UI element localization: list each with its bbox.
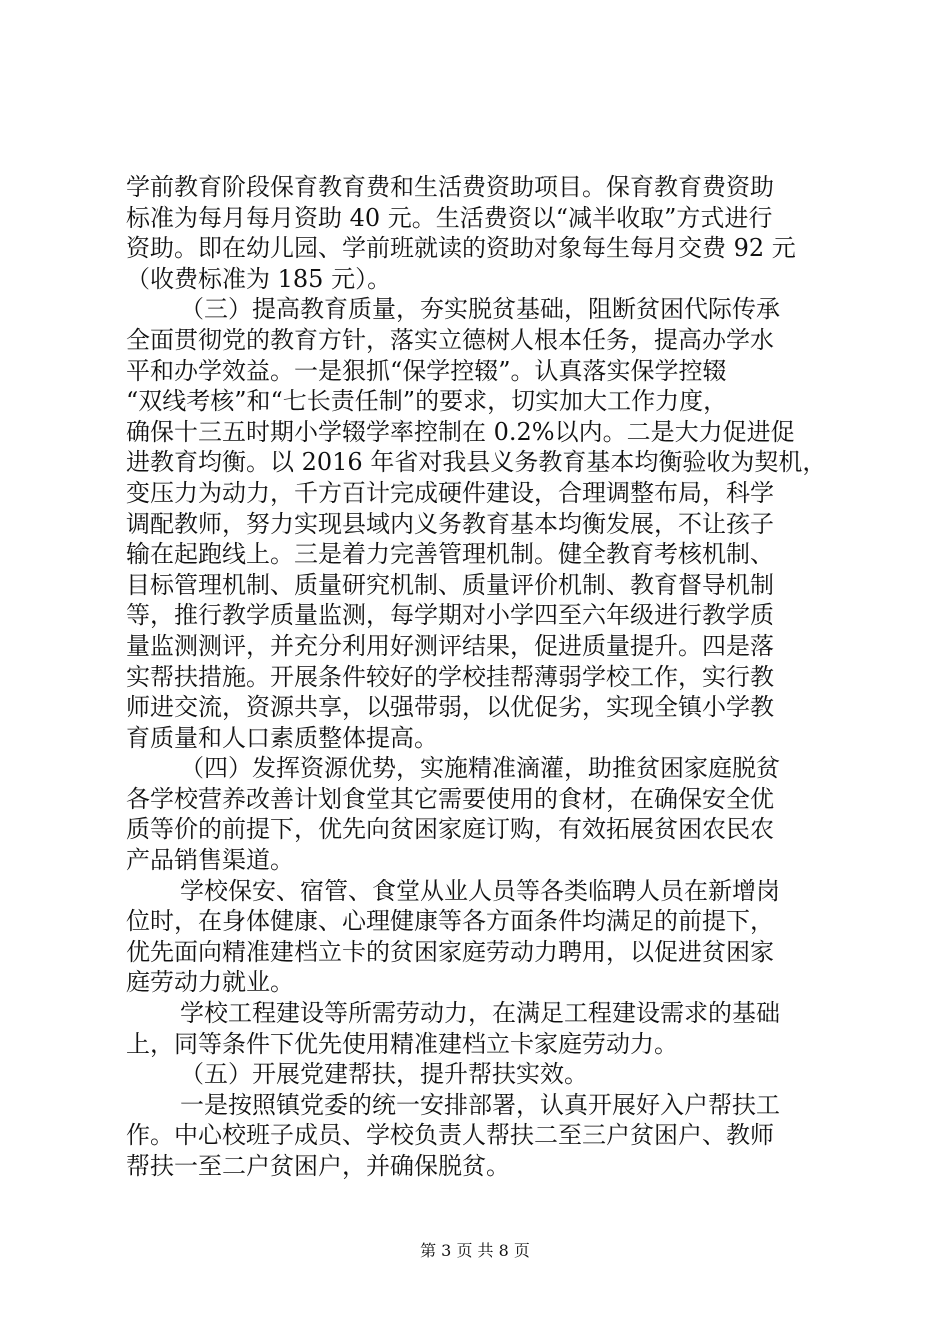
text-line: 输在起跑线上。三是着力完善管理机制。健全教育考核机制、 bbox=[126, 540, 774, 569]
text-line: 各学校营养改善计划食堂其它需要使用的食材，在确保安全优 bbox=[126, 784, 774, 813]
text-line: 等，推行教学质量监测，每学期对小学四至六年级进行教学质 bbox=[126, 601, 774, 630]
text-line: 质等价的前提下，优先向贫困家庭订购，有效拓展贫困农民农 bbox=[126, 815, 774, 844]
text-line: 学前教育阶段保育教育费和生活费资助项目。保育教育费资助 bbox=[126, 173, 774, 201]
text-line: 学校保安、宿管、食堂从业人员等各类临聘人员在新增岗 bbox=[180, 876, 780, 905]
text-line: 学校工程建设等所需劳动力，在满足工程建设需求的基础 bbox=[180, 999, 780, 1028]
text-line: 量监测测评，并充分利用好测评结果，促进质量提升。四是落 bbox=[126, 631, 774, 660]
document-body bbox=[126, 172, 832, 1182]
page-footer: 第 3 页 共 8 页 bbox=[420, 1241, 530, 1260]
text-line: （三）提高教育质量，夯实脱贫基础，阻断贫困代际传承 bbox=[180, 295, 780, 324]
text-line: （收费标准为 185 元）。 bbox=[126, 264, 392, 293]
text-line: 庭劳动力就业。 bbox=[126, 968, 294, 997]
text-line: 确保十三五时期小学辍学率控制在 0.2%以内。二是大力促进促 bbox=[126, 417, 795, 446]
text-line: 产品销售渠道。 bbox=[126, 846, 294, 875]
text-line: “双线考核”和“七长责任制”的要求，切实加大工作力度， bbox=[126, 387, 728, 416]
text-line: 师进交流，资源共享，以强带弱，以优促劣，实现全镇小学教 bbox=[126, 693, 774, 722]
text-line: （五）开展党建帮扶，提升帮扶实效。 bbox=[180, 1060, 588, 1089]
text-line: 目标管理机制、质量研究机制、质量评价机制、教育督导机制 bbox=[126, 570, 774, 599]
text-line: 育质量和人口素质整体提高。 bbox=[126, 723, 438, 752]
text-line: 位时，在身体健康、心理健康等各方面条件均满足的前提下， bbox=[126, 907, 774, 936]
text-line: 一是按照镇党委的统一安排部署，认真开展好入户帮扶工 bbox=[180, 1090, 780, 1119]
text-line: 平和办学效益。一是狠抓“保学控辍”。认真落实保学控辍 bbox=[126, 356, 727, 385]
text-line: 作。中心校班子成员、学校负责人帮扶二至三户贫困户、教师 bbox=[126, 1121, 774, 1150]
text-line: 进教育均衡。以 2016 年省对我县义务教育基本均衡验收为契机， bbox=[126, 448, 827, 477]
text-line: 调配教师，努力实现县域内义务教育基本均衡发展，不让孩子 bbox=[126, 509, 774, 538]
text-line: 优先面向精准建档立卡的贫困家庭劳动力聘用，以促进贫困家 bbox=[126, 937, 774, 966]
text-line: 全面贯彻党的教育方针，落实立德树人根本任务，提高办学水 bbox=[126, 325, 774, 354]
text-line: 上，同等条件下优先使用精准建档立卡家庭劳动力。 bbox=[126, 1029, 678, 1058]
text-line: 实帮扶措施。开展条件较好的学校挂帮薄弱学校工作，实行教 bbox=[126, 662, 774, 691]
text-line: （四）发挥资源优势，实施精准滴灌，助推贫困家庭脱贫 bbox=[180, 754, 780, 783]
text-line: 帮扶一至二户贫困户，并确保脱贫。 bbox=[126, 1152, 510, 1180]
text-line: 资助。即在幼儿园、学前班就读的资助对象每生每月交费 92 元 bbox=[126, 234, 796, 263]
text-line: 变压力为动力，千方百计完成硬件建设，合理调整布局，科学 bbox=[126, 478, 774, 507]
text-line: 标准为每月每月资助 40 元。生活费资以“减半收取”方式进行 bbox=[126, 203, 773, 232]
